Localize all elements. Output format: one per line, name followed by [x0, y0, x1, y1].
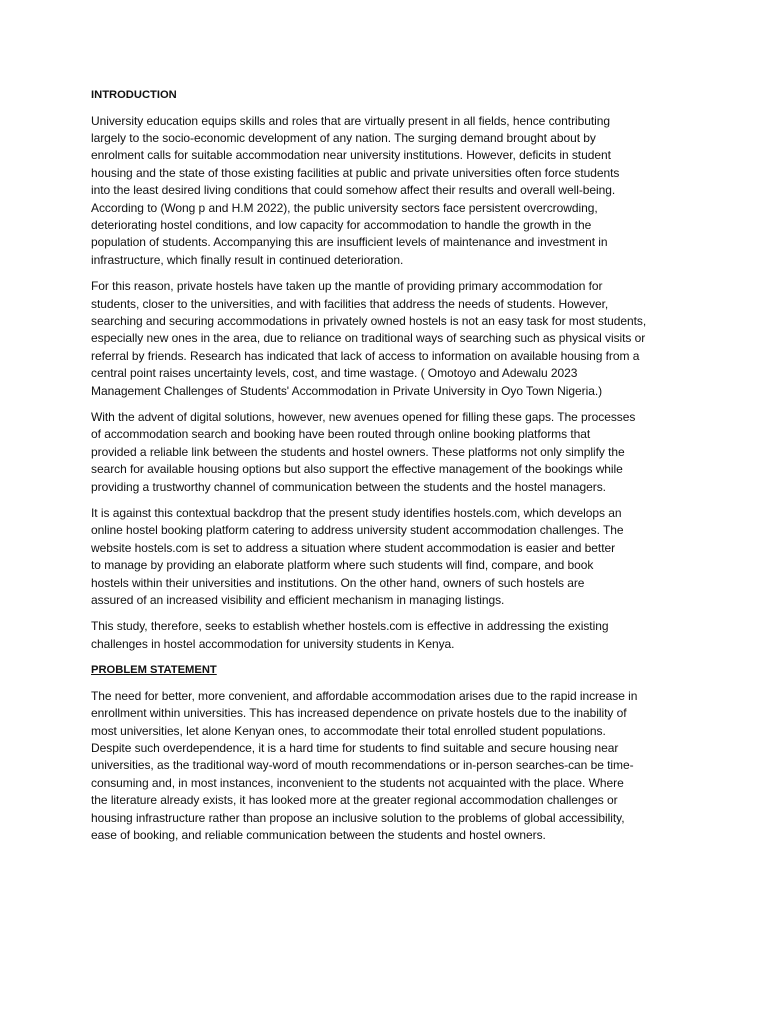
paragraph-line: searching and securing accommodations in privately owned hostels is not an easy task for most students, — [91, 313, 647, 328]
paragraph-line: consuming and, in most instances, inconvenient to the students not acquainted with the place. Where — [91, 775, 624, 790]
paragraph-line: providing a trustworthy channel of communication between the students and the hostel managers. — [91, 479, 606, 494]
paragraph-line: ease of booking, and reliable communication between the students and hostel owners. — [91, 828, 546, 843]
introduction-body — [91, 113, 681, 654]
paragraph-line: to manage by providing an elaborate platform where such students will find, compare, and book — [91, 558, 594, 573]
paragraph-line: population of students. Accompanying this are insufficient levels of maintenance and investment in — [91, 235, 608, 250]
paragraph-line: enrolment calls for suitable accommodation near university institutions. However, deficits in student — [91, 148, 611, 163]
paragraph-line: According to (Wong p and H.M 2022), the public university sectors face persistent overcrowding, — [91, 200, 598, 215]
paragraph-line: especially new ones in the area, due to reliance on traditional ways of searching such as physical visits or — [91, 331, 646, 346]
paragraph-line: central point raises uncertainty levels, cost, and time wastage. ( Omotoyo and Adewalu 2023 — [91, 366, 578, 381]
problem-statement-heading: PROBLEM STATEMENT — [91, 664, 217, 677]
introduction-paragraph — [91, 505, 681, 609]
paragraph-line: It is against this contextual backdrop that the present study identifies hostels.com, which develops an — [91, 506, 622, 521]
introduction-paragraph — [91, 278, 681, 400]
paragraph-line: referral by friends. Research has indicated that lack of access to information on available housing from a — [91, 348, 640, 363]
paragraph-line: For this reason, private hostels have taken up the mantle of providing primary accommodation for — [91, 279, 603, 294]
paragraph-line: Management Challenges of Students' Accommodation in Private University in Oyo Town Nigeria.) — [91, 383, 603, 398]
paragraph-line: website hostels.com is set to address a situation where student accommodation is easier and better — [91, 540, 616, 555]
paragraph-line: housing infrastructure rather than propose an inclusive solution to the problems of global accessibility, — [91, 810, 625, 825]
paragraph-line: assured of an increased visibility and efficient mechanism in managing listings. — [91, 593, 505, 608]
paragraph-line: enrollment within universities. This has increased dependence on private hostels due to the inability of — [91, 706, 627, 721]
paragraph-line: largely to the socio-economic development of any nation. The surging demand brought about by — [91, 130, 596, 145]
document-page — [91, 87, 681, 853]
paragraph-line: provided a reliable link between the students and hostel owners. These platforms not only simplify the — [91, 444, 625, 459]
paragraph-line: hostels within their universities and institutions. On the other hand, owners of such hostels are — [91, 575, 585, 590]
paragraph-line: the literature already exists, it has looked more at the greater regional accommodation challenges or — [91, 793, 618, 808]
introduction-paragraph — [91, 618, 681, 653]
introduction-paragraph — [91, 113, 681, 270]
paragraph-line: Despite such overdependence, it is a hard time for students to find suitable and secure housing near — [91, 741, 619, 755]
paragraph-line: With the advent of digital solutions, however, new avenues opened for filling these gaps. The processes — [91, 410, 636, 424]
paragraph-line: into the least desired living conditions that could somehow affect their results and overall well-being. — [91, 183, 616, 198]
paragraph-line: University education equips skills and roles that are virtually present in all fields, hence contributing — [91, 113, 611, 128]
paragraph-line: housing and the state of those existing facilities at public and private universities often force students — [91, 165, 620, 180]
paragraph-line: most universities, let alone Kenyan ones, to accommodate their total enrolled student populations. — [91, 723, 606, 738]
problem-statement-paragraph — [91, 688, 681, 845]
paragraph-line: search for available housing options but also support the effective management of the bookings while — [91, 462, 623, 477]
paragraph-line: universities, as the traditional way-word of mouth recommendations or in-person searches-can be time- — [91, 758, 634, 773]
paragraph-line: This study, therefore, seeks to establish whether hostels.com is effective in addressing the existing — [91, 619, 609, 634]
paragraph-line: challenges in hostel accommodation for university students in Kenya. — [91, 636, 455, 651]
paragraph-line: students, closer to the universities, and with facilities that address the needs of students. However, — [91, 296, 609, 311]
paragraph-line: of accommodation search and booking have been routed through online booking platforms that — [91, 427, 591, 442]
paragraph-line: The need for better, more convenient, and affordable accommodation arises due to the rapid increase in — [91, 688, 638, 703]
paragraph-line: online hostel booking platform catering to address university student accommodation challenges. The — [91, 523, 624, 538]
problem-statement-body — [91, 688, 681, 845]
paragraph-line: deteriorating hostel conditions, and low capacity for accommodation to handle the growth in the — [91, 217, 592, 232]
paragraph-line: infrastructure, which finally result in continued deterioration. — [91, 252, 404, 267]
introduction-paragraph — [91, 409, 681, 496]
introduction-heading: INTRODUCTION — [91, 89, 177, 101]
